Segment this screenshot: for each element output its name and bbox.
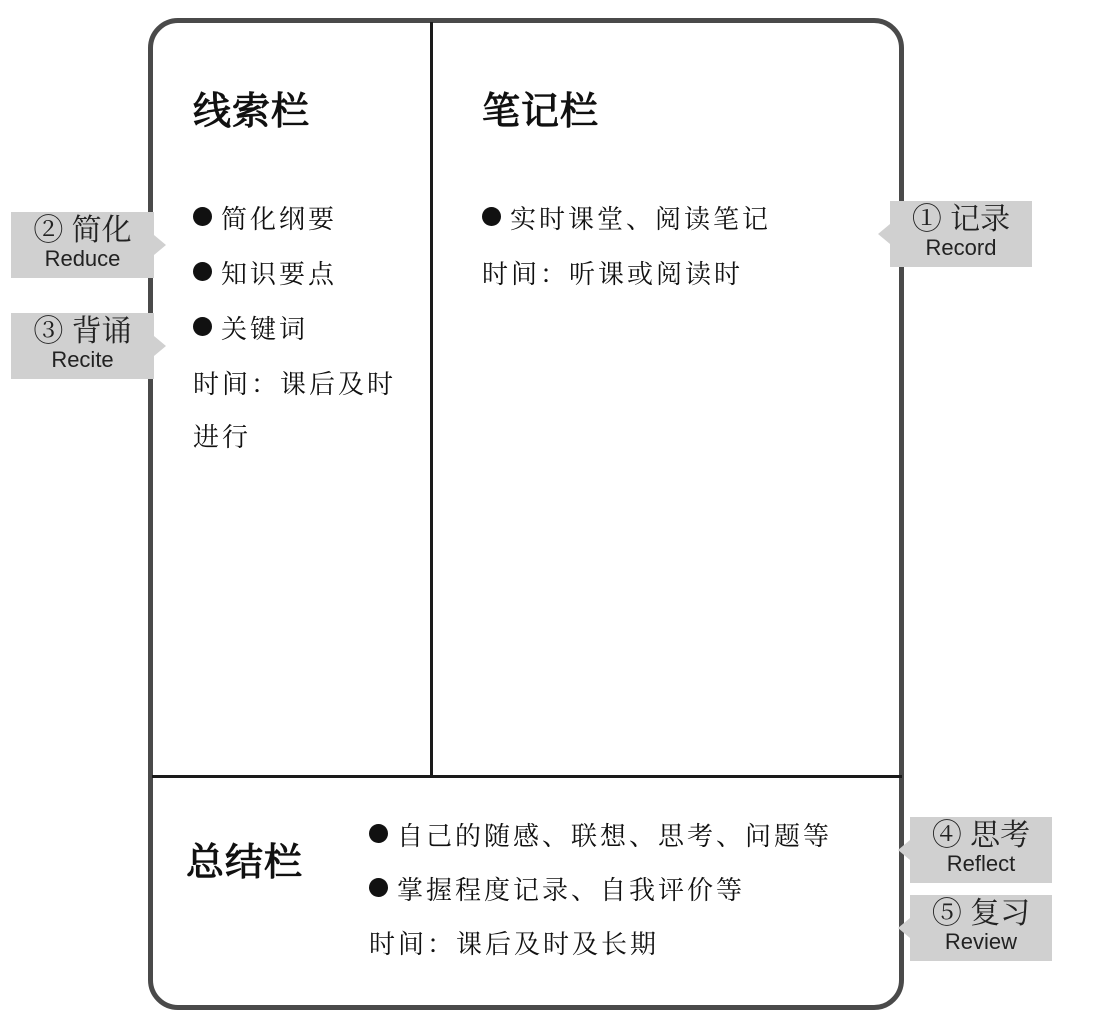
tag-recite: ③ 背诵 Recite: [11, 313, 154, 379]
cue-column-title: 线索栏: [193, 89, 311, 133]
summary-section-title: 总结栏: [186, 840, 304, 884]
arrow-left-icon: [878, 224, 890, 244]
cue-time-line-1: 时间：课后及时: [193, 370, 397, 400]
notes-time-line: 时间：听课或阅读时: [482, 260, 744, 290]
arrow-left-icon: [898, 918, 910, 938]
summary-time-line: 时间：课后及时及长期: [369, 930, 660, 960]
arrow-left-icon: [898, 840, 910, 860]
bullet-icon: [193, 262, 212, 281]
notes-column-title: 笔记栏: [482, 89, 600, 133]
tag-review: ⑤ 复习 Review: [910, 895, 1052, 961]
tag-reduce: ② 简化 Reduce: [11, 212, 154, 278]
bullet-icon: [369, 824, 388, 843]
summary-bullet-1: 自己的随感、联想、思考、问题等: [369, 824, 832, 850]
arrow-right-icon: [154, 235, 166, 255]
cue-bullet-1: 简化纲要: [193, 207, 337, 233]
bullet-icon: [482, 207, 501, 226]
notes-bullet-1: 实时课堂、阅读笔记: [482, 207, 771, 233]
tag-record: ① 记录 Record: [890, 201, 1032, 267]
bullet-icon: [193, 317, 212, 336]
vertical-divider: [430, 22, 433, 778]
arrow-right-icon: [154, 336, 166, 356]
cue-bullet-2: 知识要点: [193, 262, 337, 288]
cue-time-line-2: 进行: [193, 423, 252, 453]
bullet-icon: [369, 878, 388, 897]
horizontal-divider: [152, 775, 902, 778]
tag-reflect: ④ 思考 Reflect: [910, 817, 1052, 883]
bullet-icon: [193, 207, 212, 226]
cue-bullet-3: 关键词: [193, 317, 308, 343]
summary-bullet-2: 掌握程度记录、自我评价等: [369, 878, 745, 904]
